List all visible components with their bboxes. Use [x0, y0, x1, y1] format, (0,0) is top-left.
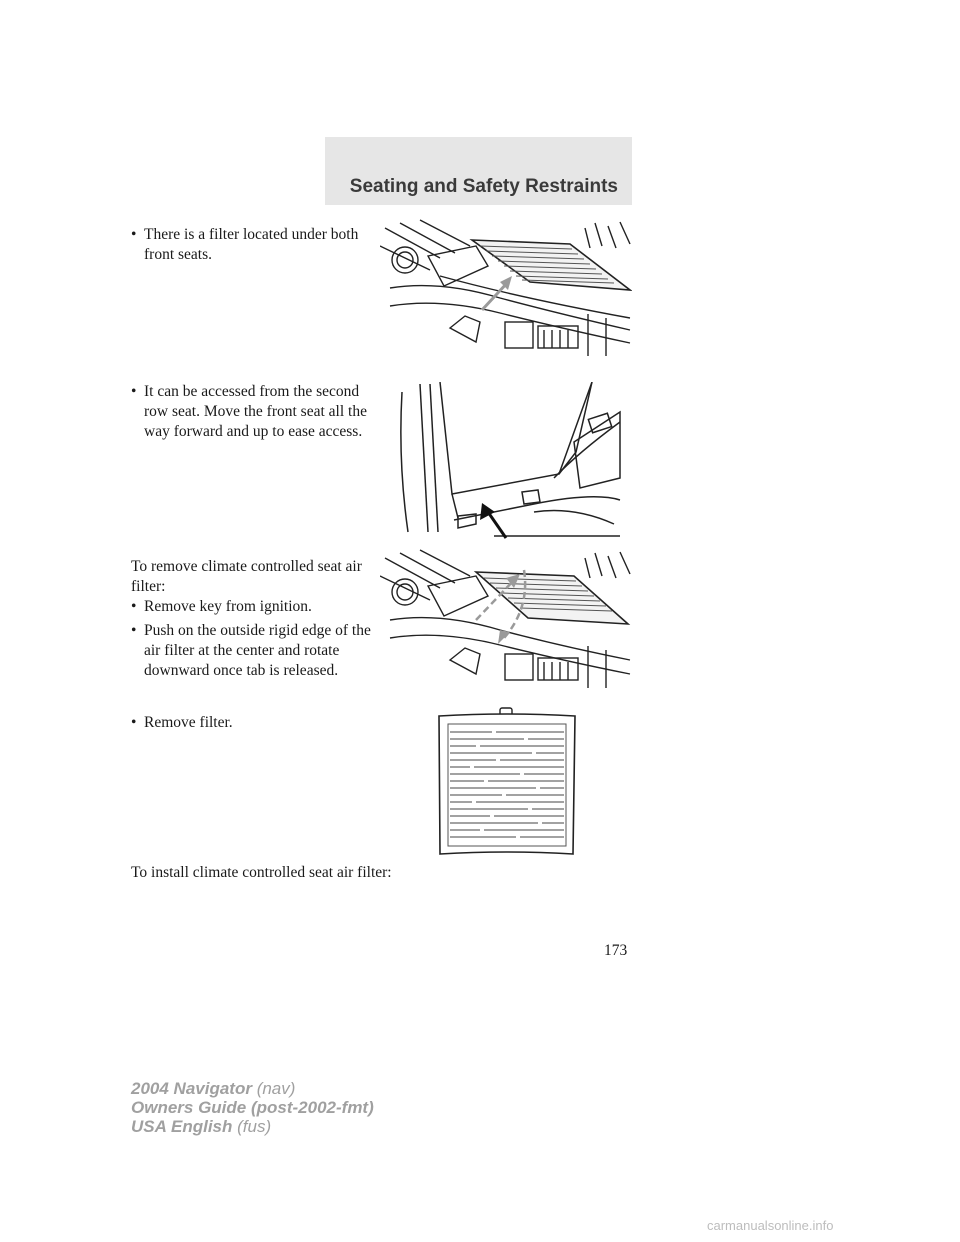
- bullet-marker: •: [131, 598, 137, 615]
- bullet-remove-key: Remove key from ignition.: [144, 598, 312, 615]
- filter-rotation-illustration: [380, 548, 632, 690]
- bullet-marker: •: [131, 714, 137, 731]
- install-filter-intro: To install climate controlled seat air filter:: [131, 864, 392, 881]
- footer-language: USA English: [131, 1117, 233, 1136]
- footer-language-code: (fus): [237, 1117, 272, 1136]
- watermark-text: carmanualsonline.info: [707, 1218, 834, 1233]
- filter-under-seat-illustration: [380, 218, 632, 358]
- bullet-marker: •: [131, 226, 137, 243]
- remove-filter-intro: To remove climate controlled seat air filter:: [131, 558, 362, 595]
- section-title: Seating and Safety Restraints: [349, 176, 618, 197]
- footer-model-code: (nav): [256, 1079, 296, 1098]
- document-footer: [131, 1079, 374, 1136]
- seat-access-illustration: [394, 382, 622, 540]
- bullet-marker: •: [131, 622, 137, 639]
- bullet-remove-filter: Remove filter.: [144, 714, 233, 731]
- footer-guide: Owners Guide (post-2002-fmt): [131, 1098, 374, 1117]
- bullet-access-instructions: It can be accessed from the second row seat. Move the front seat all the way forward and up to ease access.: [144, 383, 367, 440]
- bullet-marker: •: [131, 383, 137, 400]
- page-number: 173: [604, 942, 628, 959]
- footer-model: 2004 Navigator: [131, 1079, 252, 1098]
- section-header-band: [325, 137, 632, 205]
- air-filter-illustration: [436, 706, 578, 856]
- bullet-push-edge: Push on the outside rigid edge of the air filter at the center and rotate downward once tab is released.: [144, 622, 371, 679]
- bullet-filter-location: There is a filter located under both front seats.: [144, 226, 359, 263]
